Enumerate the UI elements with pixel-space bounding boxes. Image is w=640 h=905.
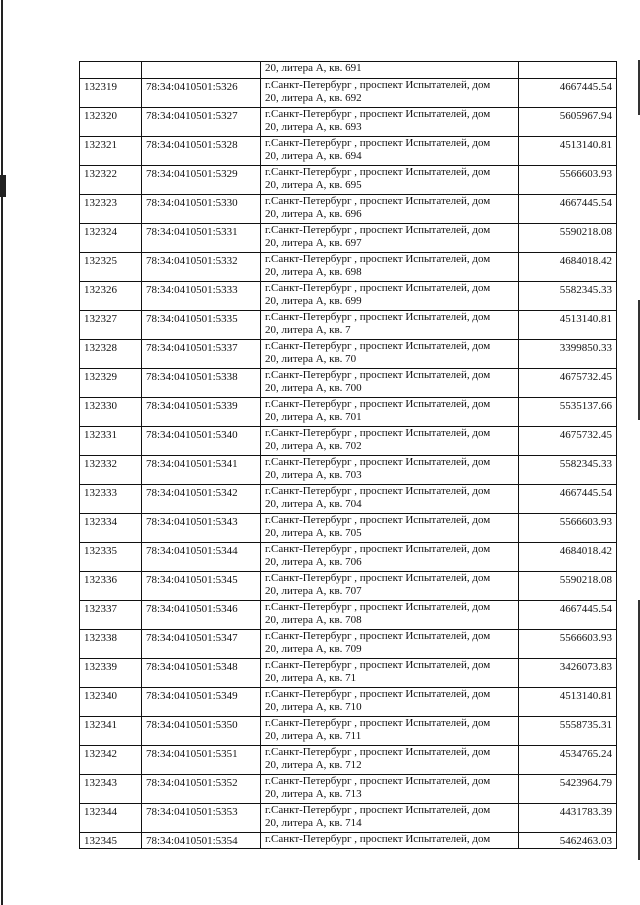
address-cell bbox=[261, 456, 519, 485]
address-line: г.Санкт-Петербург , проспект Испытателей, дом bbox=[265, 282, 491, 294]
address-line: г.Санкт-Петербург , проспект Испытателей, дом bbox=[265, 224, 491, 236]
address-line: г.Санкт-Петербург , проспект Испытателей, дом bbox=[265, 456, 491, 468]
value-cell: 4684018.42 bbox=[519, 253, 617, 282]
address-line: г.Санкт-Петербург , проспект Испытателей, дом bbox=[265, 427, 491, 439]
cadastral-cell: 78:34:0410501:5327 bbox=[142, 108, 261, 137]
address-cell bbox=[261, 833, 519, 849]
id-cell: 132342 bbox=[80, 746, 142, 775]
id-cell: 132324 bbox=[80, 224, 142, 253]
scan-edge-left bbox=[1, 0, 3, 905]
address-cell bbox=[261, 804, 519, 833]
address-line: г.Санкт-Петербург , проспект Испытателей, дом bbox=[265, 630, 491, 642]
address-line: 20, литера А, кв. 714 bbox=[265, 817, 362, 829]
value-cell: 4675732.45 bbox=[519, 427, 617, 456]
address-line: г.Санкт-Петербург , проспект Испытателей, дом bbox=[265, 398, 491, 410]
address-line: 20, литера А, кв. 711 bbox=[265, 730, 362, 742]
value-cell: 4667445.54 bbox=[519, 485, 617, 514]
id-cell: 132333 bbox=[80, 485, 142, 514]
cadastral-cell: 78:34:0410501:5344 bbox=[142, 543, 261, 572]
id-cell: 132320 bbox=[80, 108, 142, 137]
address-line: 20, литера А, кв. 703 bbox=[265, 469, 362, 481]
address-line: 20, литера А, кв. 707 bbox=[265, 585, 362, 597]
cadastral-cell: 78:34:0410501:5326 bbox=[142, 79, 261, 108]
address-line: 20, литера А, кв. 693 bbox=[265, 121, 362, 133]
table-row bbox=[80, 804, 617, 833]
address-line: г.Санкт-Петербург , проспект Испытателей, дом bbox=[265, 137, 491, 149]
address-line: 20, литера А, кв. 691 bbox=[265, 62, 362, 74]
value-cell: 4667445.54 bbox=[519, 195, 617, 224]
table-row bbox=[80, 775, 617, 804]
address-cell bbox=[261, 282, 519, 311]
table-row bbox=[80, 253, 617, 282]
value-cell: 5566603.93 bbox=[519, 166, 617, 195]
address-line: 20, литера А, кв. 698 bbox=[265, 266, 362, 278]
id-cell: 132329 bbox=[80, 369, 142, 398]
cadastral-cell: 78:34:0410501:5353 bbox=[142, 804, 261, 833]
table-row-continued bbox=[80, 62, 617, 79]
address-line: 20, литера А, кв. 706 bbox=[265, 556, 362, 568]
cadastral-cell: 78:34:0410501:5328 bbox=[142, 137, 261, 166]
cadastral-cell: 78:34:0410501:5340 bbox=[142, 427, 261, 456]
cadastral-cell: 78:34:0410501:5349 bbox=[142, 688, 261, 717]
cadastral-cell: 78:34:0410501:5352 bbox=[142, 775, 261, 804]
id-cell: 132334 bbox=[80, 514, 142, 543]
value-cell: 5582345.33 bbox=[519, 282, 617, 311]
address-cell bbox=[261, 746, 519, 775]
address-line: 20, литера А, кв. 708 bbox=[265, 614, 362, 626]
cadastral-cell: 78:34:0410501:5330 bbox=[142, 195, 261, 224]
table-row bbox=[80, 224, 617, 253]
table-row bbox=[80, 108, 617, 137]
cadastral-cell: 78:34:0410501:5331 bbox=[142, 224, 261, 253]
value-cell: 4667445.54 bbox=[519, 79, 617, 108]
value-cell: 3399850.33 bbox=[519, 340, 617, 369]
table-row bbox=[80, 340, 617, 369]
table-row bbox=[80, 398, 617, 427]
address-line: 20, литера А, кв. 705 bbox=[265, 527, 362, 539]
address-line: г.Санкт-Петербург , проспект Испытателей, дом bbox=[265, 369, 491, 381]
value-cell: 5558735.31 bbox=[519, 717, 617, 746]
value-cell: 4534765.24 bbox=[519, 746, 617, 775]
table-row bbox=[80, 514, 617, 543]
table-row bbox=[80, 659, 617, 688]
cadastral-cell: 78:34:0410501:5350 bbox=[142, 717, 261, 746]
address-line: г.Санкт-Петербург , проспект Испытателей, дом bbox=[265, 601, 491, 613]
value-cell: 5590218.08 bbox=[519, 224, 617, 253]
value-cell: 4513140.81 bbox=[519, 688, 617, 717]
address-line: 20, литера А, кв. 697 bbox=[265, 237, 362, 249]
address-cell bbox=[261, 224, 519, 253]
address-line: г.Санкт-Петербург , проспект Испытателей, дом bbox=[265, 79, 491, 91]
table-row bbox=[80, 746, 617, 775]
id-cell: 132337 bbox=[80, 601, 142, 630]
address-line: г.Санкт-Петербург , проспект Испытателей, дом bbox=[265, 659, 491, 671]
address-line: г.Санкт-Петербург , проспект Испытателей, дом bbox=[265, 572, 491, 584]
address-cell bbox=[261, 485, 519, 514]
address-line: г.Санкт-Петербург , проспект Испытателей, дом bbox=[265, 688, 491, 700]
address-line: 20, литера А, кв. 70 bbox=[265, 353, 357, 365]
address-cell bbox=[261, 137, 519, 166]
address-cell bbox=[261, 340, 519, 369]
value-cell: 5590218.08 bbox=[519, 572, 617, 601]
id-cell: 132331 bbox=[80, 427, 142, 456]
table-row-partial bbox=[80, 833, 617, 849]
address-line: г.Санкт-Петербург , проспект Испытателей, дом bbox=[265, 804, 491, 816]
cadastral-cell: 78:34:0410501:5345 bbox=[142, 572, 261, 601]
address-line: 20, литера А, кв. 696 bbox=[265, 208, 362, 220]
id-cell: 132328 bbox=[80, 340, 142, 369]
id-cell: 132322 bbox=[80, 166, 142, 195]
property-table bbox=[79, 61, 617, 849]
table-row bbox=[80, 311, 617, 340]
address-line: г.Санкт-Петербург , проспект Испытателей, дом bbox=[265, 775, 491, 787]
id-cell: 132321 bbox=[80, 137, 142, 166]
cadastral-cell: 78:34:0410501:5342 bbox=[142, 485, 261, 514]
cadastral-cell: 78:34:0410501:5346 bbox=[142, 601, 261, 630]
id-cell: 132338 bbox=[80, 630, 142, 659]
address-line: 20, литера А, кв. 695 bbox=[265, 179, 362, 191]
address-cell bbox=[261, 195, 519, 224]
address-line: 20, литера А, кв. 704 bbox=[265, 498, 362, 510]
id-cell: 132326 bbox=[80, 282, 142, 311]
address-cell bbox=[261, 543, 519, 572]
cadastral-cell: 78:34:0410501:5335 bbox=[142, 311, 261, 340]
cadastral-cell: 78:34:0410501:5343 bbox=[142, 514, 261, 543]
id-cell: 132343 bbox=[80, 775, 142, 804]
cadastral-cell bbox=[142, 62, 261, 79]
address-line: г.Санкт-Петербург , проспект Испытателей, дом bbox=[265, 166, 491, 178]
id-cell: 132323 bbox=[80, 195, 142, 224]
value-cell: 5566603.93 bbox=[519, 630, 617, 659]
id-cell: 132336 bbox=[80, 572, 142, 601]
address-cell bbox=[261, 311, 519, 340]
table-row bbox=[80, 166, 617, 195]
value-cell: 4684018.42 bbox=[519, 543, 617, 572]
value-cell: 4431783.39 bbox=[519, 804, 617, 833]
id-cell: 132325 bbox=[80, 253, 142, 282]
address-cell bbox=[261, 688, 519, 717]
address-cell bbox=[261, 108, 519, 137]
value-cell: 4513140.81 bbox=[519, 137, 617, 166]
value-cell: 5605967.94 bbox=[519, 108, 617, 137]
address-cell bbox=[261, 717, 519, 746]
address-cell bbox=[261, 572, 519, 601]
address-line: г.Санкт-Петербург , проспект Испытателей, дом bbox=[265, 253, 491, 265]
id-cell: 132327 bbox=[80, 311, 142, 340]
address-line: 20, литера А, кв. 702 bbox=[265, 440, 362, 452]
table-row bbox=[80, 79, 617, 108]
address-line: 20, литера А, кв. 713 bbox=[265, 788, 362, 800]
id-cell bbox=[80, 62, 142, 79]
value-cell bbox=[519, 62, 617, 79]
address-cell bbox=[261, 659, 519, 688]
cadastral-cell: 78:34:0410501:5347 bbox=[142, 630, 261, 659]
id-cell: 132319 bbox=[80, 79, 142, 108]
address-line: г.Санкт-Петербург , проспект Испытателей, дом bbox=[265, 833, 491, 845]
address-line: 20, литера А, кв. 7 bbox=[265, 324, 351, 336]
table-row bbox=[80, 195, 617, 224]
cadastral-cell: 78:34:0410501:5341 bbox=[142, 456, 261, 485]
id-cell: 132330 bbox=[80, 398, 142, 427]
address-cell bbox=[261, 514, 519, 543]
address-line: 20, литера А, кв. 709 bbox=[265, 643, 362, 655]
address-line: г.Санкт-Петербург , проспект Испытателей, дом bbox=[265, 717, 491, 729]
address-cell bbox=[261, 775, 519, 804]
address-cell bbox=[261, 427, 519, 456]
table-row bbox=[80, 282, 617, 311]
address-line: г.Санкт-Петербург , проспект Испытателей, дом bbox=[265, 746, 491, 758]
address-line: 20, литера А, кв. 694 bbox=[265, 150, 362, 162]
address-line: г.Санкт-Петербург , проспект Испытателей, дом bbox=[265, 311, 491, 323]
value-cell: 4667445.54 bbox=[519, 601, 617, 630]
table-row bbox=[80, 543, 617, 572]
value-cell: 4513140.81 bbox=[519, 311, 617, 340]
table-row bbox=[80, 630, 617, 659]
cadastral-cell: 78:34:0410501:5329 bbox=[142, 166, 261, 195]
cadastral-cell: 78:34:0410501:5348 bbox=[142, 659, 261, 688]
value-cell: 3426073.83 bbox=[519, 659, 617, 688]
address-line: 20, литера А, кв. 71 bbox=[265, 672, 357, 684]
cadastral-cell: 78:34:0410501:5351 bbox=[142, 746, 261, 775]
address-cell bbox=[261, 398, 519, 427]
address-cell bbox=[261, 630, 519, 659]
value-cell: 5566603.93 bbox=[519, 514, 617, 543]
address-line: 20, литера А, кв. 700 bbox=[265, 382, 362, 394]
table-row bbox=[80, 427, 617, 456]
address-line: 20, литера А, кв. 701 bbox=[265, 411, 362, 423]
table-row bbox=[80, 137, 617, 166]
value-cell: 5582345.33 bbox=[519, 456, 617, 485]
address-line: г.Санкт-Петербург , проспект Испытателей, дом bbox=[265, 195, 491, 207]
table-row bbox=[80, 485, 617, 514]
address-line: г.Санкт-Петербург , проспект Испытателей, дом bbox=[265, 108, 491, 120]
address-cell bbox=[261, 166, 519, 195]
id-cell: 132339 bbox=[80, 659, 142, 688]
address-cell bbox=[261, 601, 519, 630]
id-cell: 132335 bbox=[80, 543, 142, 572]
address-line: г.Санкт-Петербург , проспект Испытателей, дом bbox=[265, 514, 491, 526]
table-row bbox=[80, 369, 617, 398]
address-cell bbox=[261, 369, 519, 398]
cadastral-cell: 78:34:0410501:5332 bbox=[142, 253, 261, 282]
address-line: 20, литера А, кв. 712 bbox=[265, 759, 362, 771]
cadastral-cell: 78:34:0410501:5333 bbox=[142, 282, 261, 311]
address-cell bbox=[261, 62, 519, 79]
address-line: г.Санкт-Петербург , проспект Испытателей, дом bbox=[265, 485, 491, 497]
address-line: 20, литера А, кв. 710 bbox=[265, 701, 362, 713]
table-row bbox=[80, 717, 617, 746]
address-line: г.Санкт-Петербург , проспект Испытателей, дом bbox=[265, 340, 491, 352]
id-cell: 132332 bbox=[80, 456, 142, 485]
address-cell bbox=[261, 253, 519, 282]
cadastral-cell: 78:34:0410501:5337 bbox=[142, 340, 261, 369]
table-row bbox=[80, 456, 617, 485]
address-line: г.Санкт-Петербург , проспект Испытателей, дом bbox=[265, 543, 491, 555]
address-line: 20, литера А, кв. 692 bbox=[265, 92, 362, 104]
id-cell: 132344 bbox=[80, 804, 142, 833]
cadastral-cell: 78:34:0410501:5339 bbox=[142, 398, 261, 427]
cadastral-cell: 78:34:0410501:5338 bbox=[142, 369, 261, 398]
table-row bbox=[80, 601, 617, 630]
address-cell bbox=[261, 79, 519, 108]
value-cell: 5535137.66 bbox=[519, 398, 617, 427]
id-cell: 132340 bbox=[80, 688, 142, 717]
cadastral-cell: 78:34:0410501:5354 bbox=[142, 833, 261, 849]
id-cell: 132341 bbox=[80, 717, 142, 746]
value-cell: 4675732.45 bbox=[519, 369, 617, 398]
scan-edge-mark bbox=[0, 175, 6, 197]
table-row bbox=[80, 688, 617, 717]
table-row bbox=[80, 572, 617, 601]
id-cell: 132345 bbox=[80, 833, 142, 849]
value-cell: 5423964.79 bbox=[519, 775, 617, 804]
value-cell: 5462463.03 bbox=[519, 833, 617, 849]
address-line: 20, литера А, кв. 699 bbox=[265, 295, 362, 307]
